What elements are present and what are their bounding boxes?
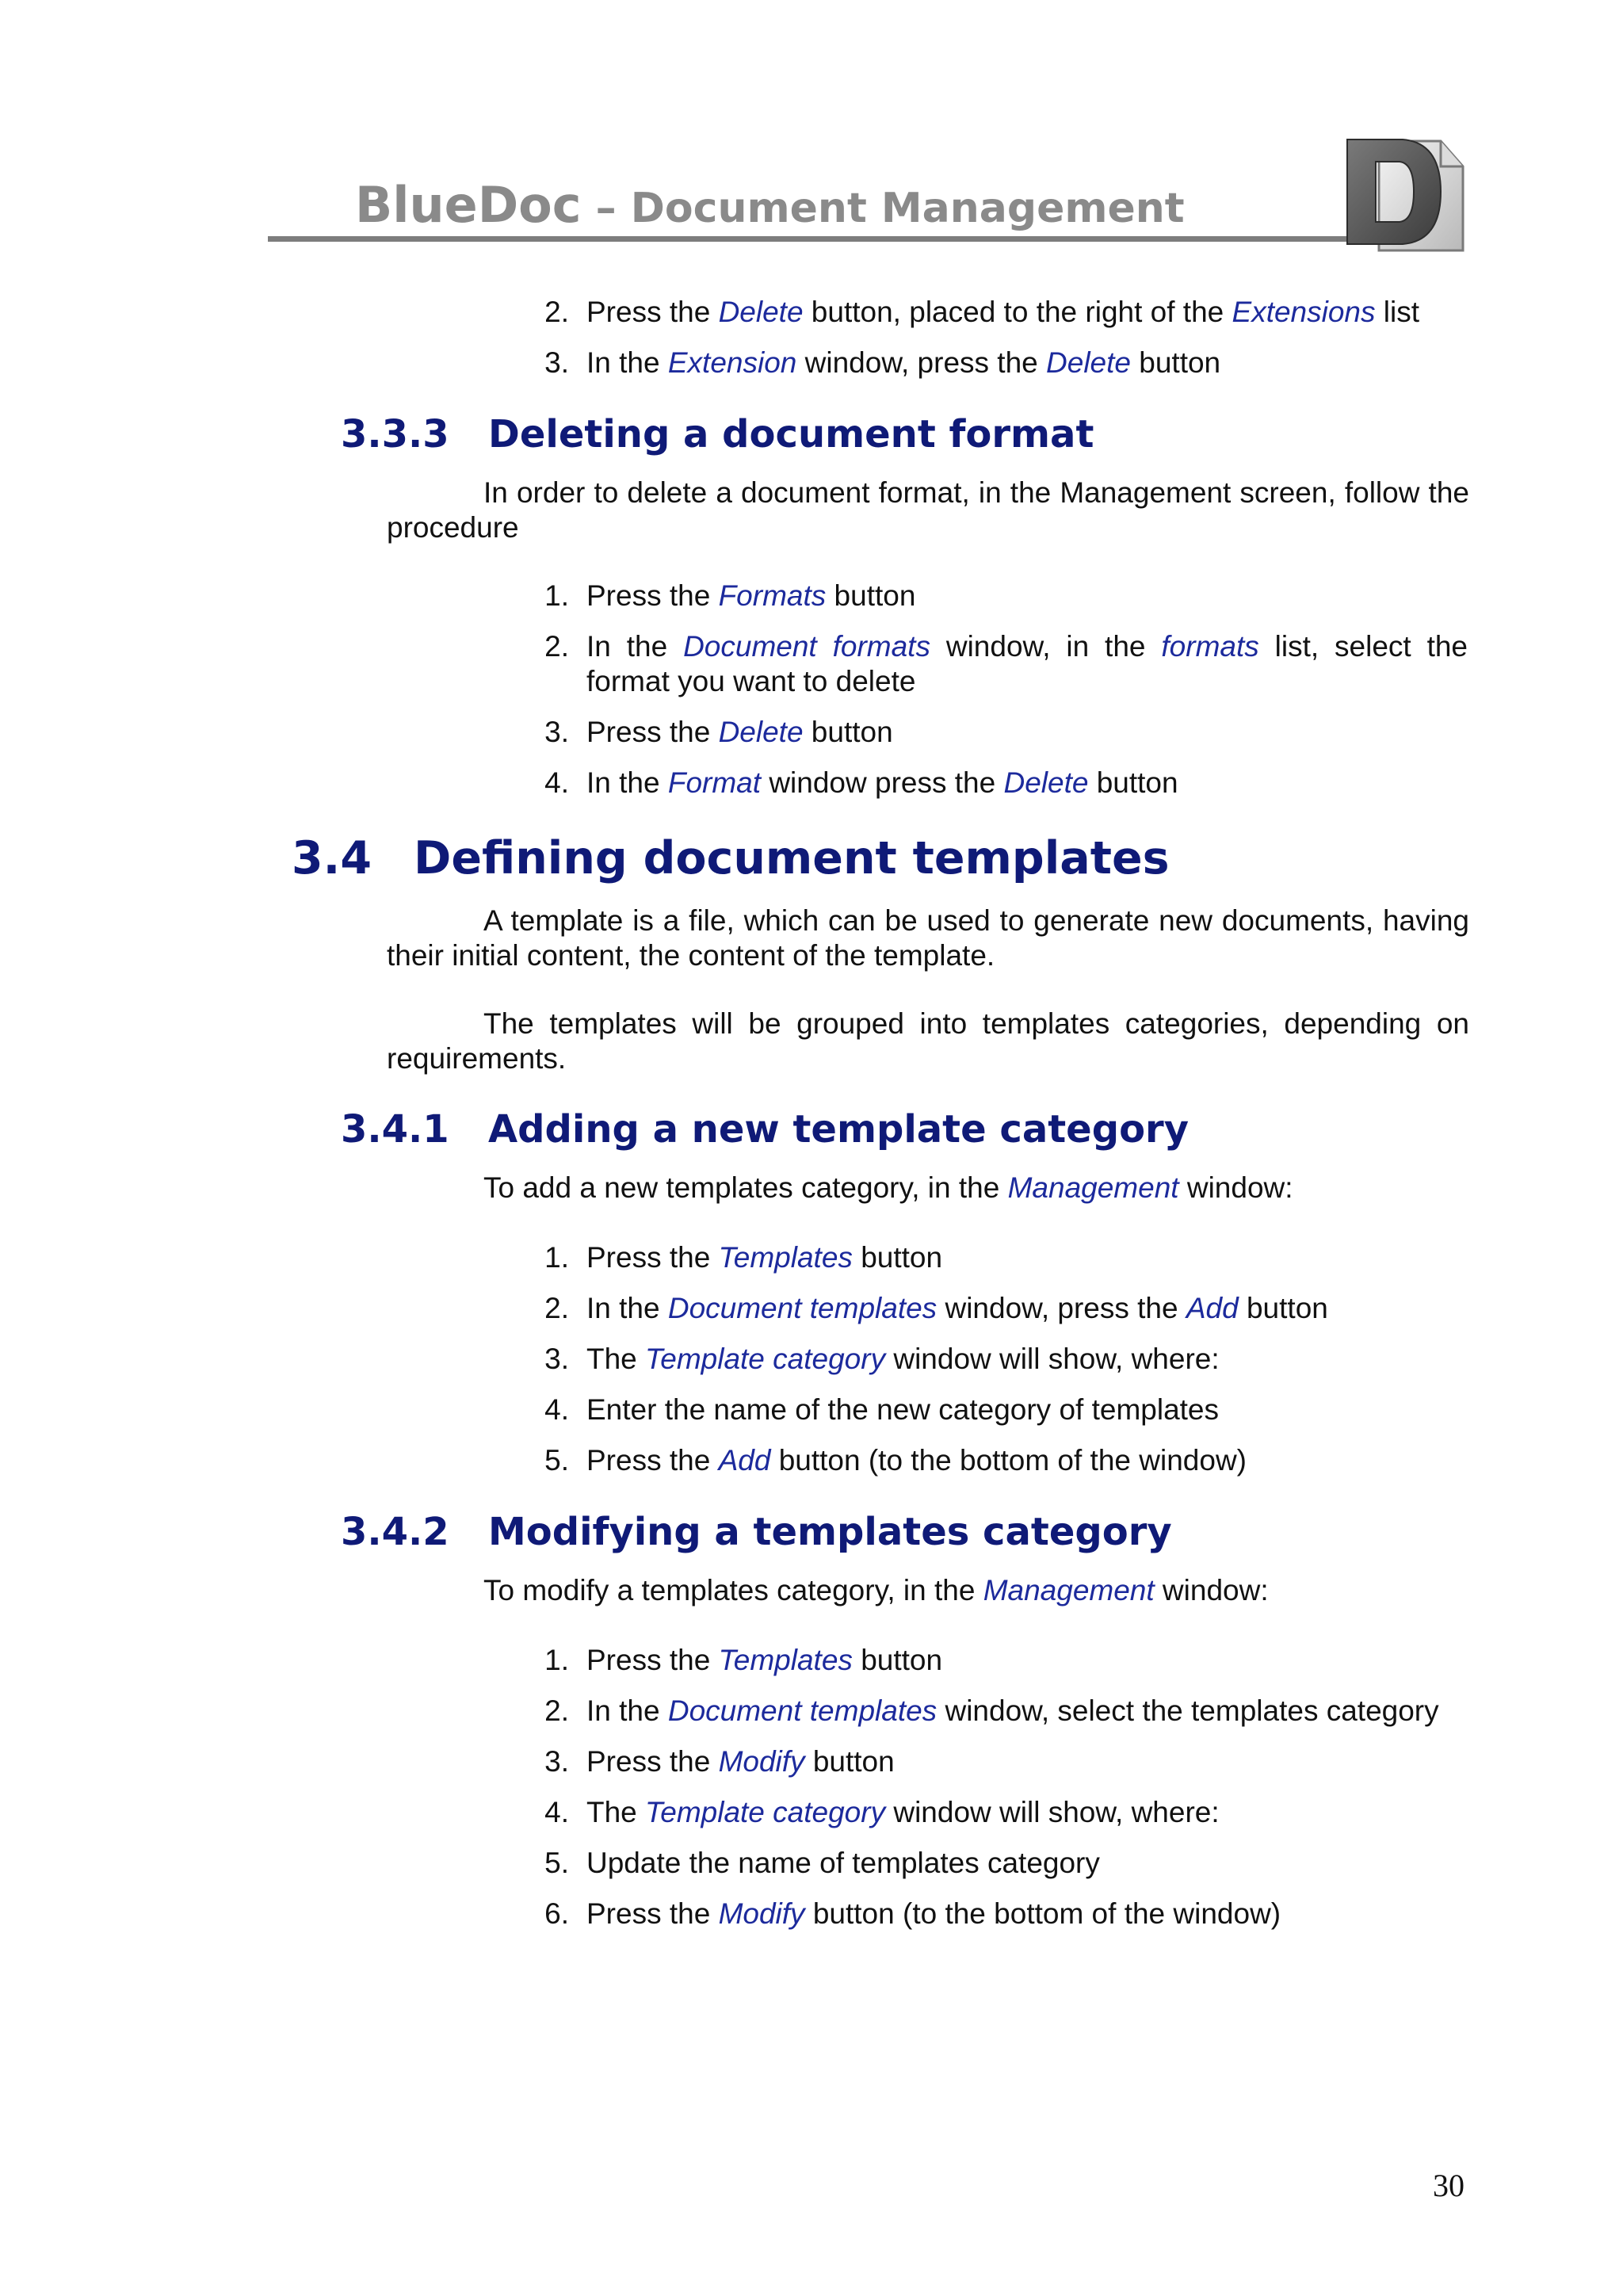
list-text (586, 346, 1220, 380)
ui-reference-text: Modify (718, 1897, 805, 1930)
list-text (586, 766, 1178, 800)
ui-reference-text: Delete (1003, 766, 1089, 799)
text-run: window will show, where: (885, 1796, 1220, 1828)
text-run: To add a new templates category, in the (483, 1171, 1008, 1204)
paragraph-text: The templates will be grouped into templates categories, depending on requirements. (387, 1007, 1469, 1075)
text-run: list, select the format you want to delete (586, 630, 1468, 697)
ui-reference-text: Management (983, 1574, 1155, 1606)
list-text (586, 1846, 1100, 1881)
ui-reference-text: Management (1007, 1171, 1179, 1204)
text-run: Update the name of templates category (586, 1847, 1100, 1879)
text-run: button (826, 579, 916, 612)
ui-reference-text: Templates (718, 1241, 853, 1274)
document-header-title (355, 176, 1185, 234)
list-text (586, 1443, 1247, 1478)
section-number: 3.3.3 (341, 412, 449, 457)
list-text (586, 1342, 1220, 1377)
list-number: 3. (544, 1745, 569, 1778)
section-number: 3.4 (292, 832, 372, 884)
ui-reference-text: Delete (718, 296, 804, 328)
list-text (586, 1392, 1219, 1427)
ui-reference-text: Document templates (667, 1694, 938, 1727)
text-run: button (to the bottom of the window) (804, 1897, 1281, 1930)
list-number: 1. (544, 1241, 569, 1274)
section-title: Modifying a templates category (488, 1510, 1172, 1554)
list-number: 3. (544, 346, 569, 379)
ui-reference-text: Extension (667, 346, 797, 379)
list-number: 2. (544, 630, 569, 663)
text-run: button (803, 716, 893, 748)
text-run: window, press the (796, 346, 1047, 379)
list-number: 1. (544, 579, 569, 612)
text-run: In the (586, 1694, 668, 1727)
list-number: 6. (544, 1897, 569, 1930)
list-text (586, 295, 1419, 330)
text-run: window: (1154, 1574, 1269, 1606)
section-title: Defining document templates (414, 832, 1170, 884)
list-text (586, 629, 1468, 699)
text-run: window, press the (937, 1292, 1186, 1324)
list-text (586, 1897, 1281, 1931)
text-run: Press the (586, 1745, 719, 1778)
ui-reference-text: formats (1161, 630, 1259, 663)
list-text (586, 1744, 895, 1779)
list-number: 3. (544, 716, 569, 748)
paragraph (387, 904, 1469, 973)
ui-reference-text: Delete (1046, 346, 1131, 379)
list-number: 5. (544, 1847, 569, 1879)
text-run: button (852, 1644, 943, 1676)
text-run: button (804, 1745, 895, 1778)
text-run: In the (586, 766, 668, 799)
text-run: In the (586, 630, 684, 663)
list-text (586, 1291, 1328, 1326)
paragraph-text: A template is a file, which can be used to generate new documents, having their initial content, the content of the template. (387, 904, 1469, 972)
header-subtitle: Document Management (630, 185, 1185, 232)
text-run: button (1130, 346, 1221, 379)
list-number: 2. (544, 1694, 569, 1727)
list-number: 4. (544, 766, 569, 799)
section-title: Adding a new template category (488, 1107, 1190, 1152)
list-number: 5. (544, 1444, 569, 1477)
ui-reference-text: Modify (718, 1745, 805, 1778)
text-run: window, in the (930, 630, 1162, 663)
text-run: Press the (586, 579, 719, 612)
text-run: In the (586, 1292, 668, 1324)
text-run: The (586, 1796, 646, 1828)
text-run: To modify a templates category, in the (483, 1574, 983, 1606)
paragraph-text: In order to delete a document format, in the Management screen, follow the procedure (387, 476, 1469, 544)
text-run: The (586, 1343, 646, 1375)
list-text (586, 715, 893, 750)
list-text (586, 1240, 942, 1275)
list-number: 2. (544, 296, 569, 328)
ui-reference-text: Templates (718, 1644, 853, 1676)
ui-reference-text: Document formats (683, 630, 930, 663)
text-run: button (852, 1241, 943, 1274)
text-run: Press the (586, 1241, 719, 1274)
header-rule (268, 236, 1369, 242)
ui-reference-text: Extensions (1232, 296, 1376, 328)
ui-reference-text: Add (1186, 1292, 1239, 1324)
text-run: button, placed to the right of the (803, 296, 1232, 328)
text-run: window: (1178, 1171, 1293, 1204)
ui-reference-text: Formats (718, 579, 827, 612)
list-number: 3. (544, 1343, 569, 1375)
text-run: Press the (586, 1644, 719, 1676)
ui-reference-text: Template category (645, 1796, 886, 1828)
list-text (586, 579, 915, 613)
text-run: In the (586, 346, 668, 379)
text-run: Press the (586, 716, 719, 748)
paragraph (387, 1007, 1469, 1076)
text-run: button (1088, 766, 1178, 799)
text-run: button (to the bottom of the window) (770, 1444, 1247, 1477)
text-run: list (1375, 296, 1420, 328)
list-number: 1. (544, 1644, 569, 1676)
section-number: 3.4.1 (341, 1107, 449, 1152)
text-run: window, select the templates category (937, 1694, 1439, 1727)
paragraph (387, 476, 1469, 545)
text-run: Press the (586, 1897, 719, 1930)
ui-reference-text: Template category (645, 1343, 886, 1375)
brand-name: BlueDoc (355, 176, 582, 234)
ui-reference-text: Format (667, 766, 762, 799)
ui-reference-text: Document templates (667, 1292, 938, 1324)
text-run: window will show, where: (885, 1343, 1220, 1375)
list-text (586, 1795, 1220, 1830)
text-run: Press the (586, 296, 719, 328)
list-text (586, 1643, 942, 1678)
list-text (586, 1694, 1439, 1729)
section-intro (483, 1171, 1293, 1205)
page-number: 30 (1433, 2168, 1465, 2203)
ui-reference-text: Add (718, 1444, 771, 1477)
header-dash: – (581, 185, 631, 232)
list-number: 2. (544, 1292, 569, 1324)
section-intro (483, 1573, 1269, 1608)
ui-reference-text: Delete (718, 716, 804, 748)
bluedoc-logo-icon (1344, 135, 1465, 254)
text-run: Enter the name of the new category of templates (586, 1393, 1220, 1426)
text-run: Press the (586, 1444, 719, 1477)
section-title: Deleting a document format (488, 412, 1094, 457)
text-run: window press the (761, 766, 1004, 799)
list-number: 4. (544, 1796, 569, 1828)
list-number: 4. (544, 1393, 569, 1426)
section-number: 3.4.2 (341, 1510, 449, 1554)
text-run: button (1238, 1292, 1328, 1324)
